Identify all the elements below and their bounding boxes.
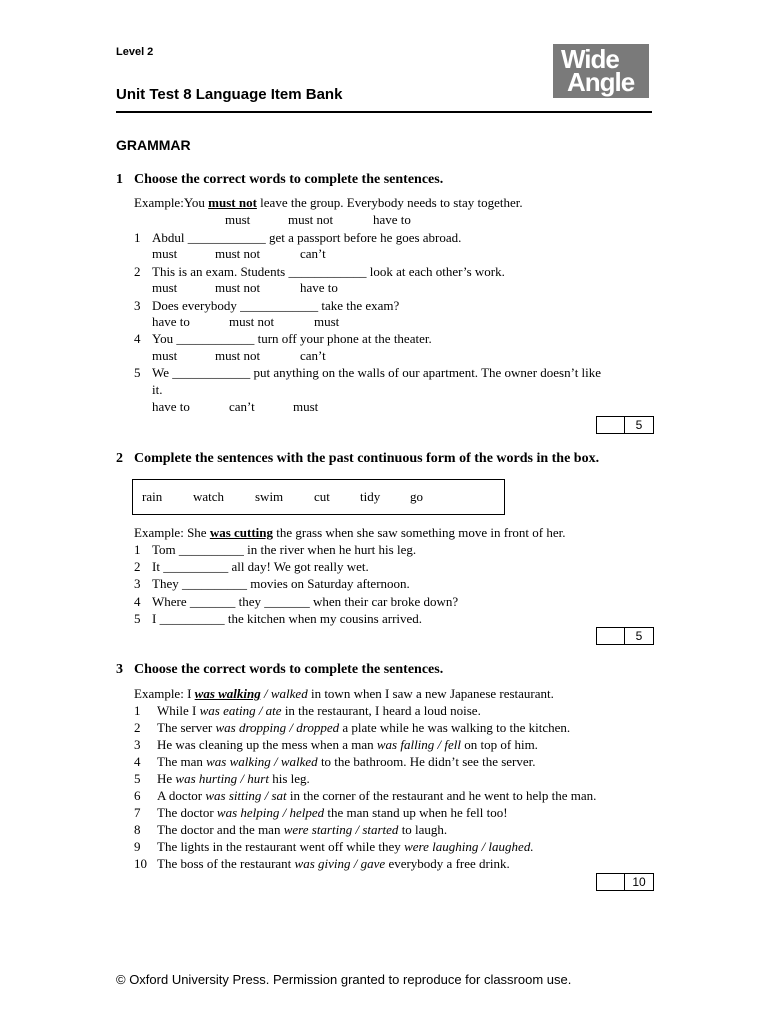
- item-text: A doctor was sitting / sat in the corner of the restaurant and he went to help the man.: [157, 788, 597, 803]
- example-option: must: [225, 212, 251, 227]
- score-total: 10: [632, 875, 646, 889]
- item-option: can’t: [300, 246, 326, 261]
- item-option: must: [293, 399, 319, 414]
- choice-pair: was walking / walked: [206, 754, 318, 769]
- word-box-item: cut: [314, 489, 330, 504]
- example-option: must not: [288, 212, 334, 227]
- score-box: [596, 416, 654, 434]
- score-box: [596, 627, 654, 645]
- item-option: have to: [300, 280, 338, 295]
- section-heading: GRAMMAR: [116, 137, 191, 153]
- item-text-continued: it.: [152, 382, 163, 397]
- item-text: This is an exam. Students ____________ look at each other’s work.: [152, 264, 505, 279]
- item-number: 3: [134, 576, 141, 591]
- item-text: He was cleaning up the mess when a man was falling / fell on top of him.: [157, 737, 538, 752]
- item-number: 8: [134, 822, 141, 837]
- item-option: can’t: [229, 399, 255, 414]
- item-text: It __________ all day! We got really wet.: [152, 559, 369, 574]
- exercise-instruction: Choose the correct words to complete the sentences.: [134, 172, 444, 187]
- item-text: The server was dropping / dropped a plate while he was walking to the kitchen.: [157, 720, 571, 735]
- item-text: The doctor and the man were starting / started to laugh.: [157, 822, 448, 837]
- item-number: 7: [134, 805, 141, 820]
- item-number: 6: [134, 788, 141, 803]
- example-sentence: [134, 195, 523, 211]
- score-total: 5: [635, 629, 643, 643]
- wide-angle-logo: [553, 44, 649, 98]
- item-text: I __________ the kitchen when my cousins arrived.: [152, 611, 423, 626]
- item-option: can’t: [300, 348, 326, 363]
- choice-pair: was eating / ate: [199, 703, 282, 718]
- item-number: 5: [134, 611, 141, 626]
- item-number: 5: [134, 771, 141, 786]
- item-number: 4: [134, 594, 141, 609]
- example-sentence: [134, 686, 554, 702]
- example-prefix: Example: She: [134, 525, 210, 540]
- example-sentence: [134, 525, 565, 541]
- choice-pair: was giving / gave: [294, 856, 386, 871]
- item-text: The doctor was helping / helped the man stand up when he fell too!: [157, 805, 508, 820]
- item-number: 1: [134, 703, 141, 718]
- example-alternative: / walked: [260, 686, 308, 701]
- choice-pair: was sitting / sat: [205, 788, 287, 803]
- item-option: have to: [152, 399, 190, 414]
- score-box: [596, 873, 654, 891]
- example-suffix: the grass when she saw something move in front of her.: [273, 525, 566, 540]
- item-option: must: [314, 314, 340, 329]
- item-number: 5: [134, 365, 141, 380]
- example-answer: was walking: [194, 686, 261, 701]
- item-option: have to: [152, 314, 190, 329]
- exercise-1-header: [0, 172, 768, 190]
- exercise-number: 2: [116, 451, 123, 466]
- choice-pair: was dropping / dropped: [215, 720, 340, 735]
- copyright-footer: © Oxford University Press. Permission granted to reproduce for classroom use.: [116, 972, 572, 987]
- item-number: 3: [134, 737, 141, 752]
- level-label: Level 2: [116, 46, 154, 58]
- word-box-item: go: [410, 489, 423, 504]
- word-box: [132, 479, 505, 515]
- item-number: 10: [134, 856, 147, 871]
- item-text: Abdul ____________ get a passport before he goes abroad.: [152, 230, 462, 245]
- example-prefix: Example: I: [134, 686, 195, 701]
- item-text: Does everybody ____________ take the exam?: [152, 298, 400, 313]
- choice-pair: was helping / helped: [216, 805, 325, 820]
- item-option: must: [152, 348, 178, 363]
- word-box-item: swim: [255, 489, 284, 504]
- item-number: 1: [134, 230, 141, 245]
- choice-pair: were starting / started: [283, 822, 399, 837]
- item-text: While I was eating / ate in the restaurant, I heard a loud noise.: [157, 703, 481, 718]
- item-option: must not: [215, 246, 261, 261]
- choice-pair: were laughing / laughed.: [404, 839, 534, 854]
- header-divider: [116, 111, 652, 113]
- example-prefix: Example:You: [134, 195, 209, 210]
- exercise-instruction: Complete the sentences with the past continuous form of the words in the box.: [134, 451, 600, 466]
- item-option: must: [152, 246, 178, 261]
- exercise-number: 3: [116, 662, 123, 677]
- item-number: 2: [134, 559, 141, 574]
- item-number: 9: [134, 839, 141, 854]
- item-number: 3: [134, 298, 141, 313]
- item-text: You ____________ turn off your phone at the theater.: [152, 331, 432, 346]
- item-number: 2: [134, 720, 141, 735]
- score-total: 5: [635, 418, 643, 432]
- item-number: 4: [134, 754, 141, 769]
- word-box-item: rain: [142, 489, 163, 504]
- item-number: 2: [134, 264, 141, 279]
- logo-text-angle: Angle: [567, 67, 635, 97]
- example-suffix: leave the group. Everybody needs to stay together.: [256, 195, 523, 210]
- exercise-number: 1: [116, 172, 123, 187]
- item-text: The man was walking / walked to the bathroom. He didn’t see the server.: [157, 754, 536, 769]
- item-number: 1: [134, 542, 141, 557]
- exercise-3-header: [0, 662, 768, 680]
- choice-pair: was falling / fell: [376, 737, 462, 752]
- item-text: The boss of the restaurant was giving / gave everybody a free drink.: [157, 856, 510, 871]
- item-text: Where _______ they _______ when their car broke down?: [152, 594, 459, 609]
- item-text: Tom __________ in the river when he hurt his leg.: [152, 542, 417, 557]
- choice-pair: was hurting / hurt: [175, 771, 269, 786]
- item-option: must not: [215, 280, 261, 295]
- exercise-instruction: Choose the correct words to complete the sentences.: [134, 662, 444, 677]
- item-number: 4: [134, 331, 141, 346]
- unit-title: Unit Test 8 Language Item Bank: [116, 86, 343, 103]
- item-text: We ____________ put anything on the walls of our apartment. The owner doesn’t like: [152, 365, 602, 380]
- item-option: must: [152, 280, 178, 295]
- item-text: The lights in the restaurant went off while they were laughing / laughed.: [157, 839, 534, 854]
- item-option: must not: [215, 348, 261, 363]
- logo-text-wide: Wide: [561, 44, 619, 74]
- example-option: have to: [373, 212, 411, 227]
- example-answer: was cutting: [209, 525, 274, 540]
- example-suffix: in town when I saw a new Japanese restaurant.: [307, 686, 554, 701]
- item-option: must not: [229, 314, 275, 329]
- item-text: They __________ movies on Saturday afternoon.: [152, 576, 410, 591]
- word-box-item: watch: [193, 489, 225, 504]
- word-box-item: tidy: [360, 489, 381, 504]
- item-text: He was hurting / hurt his leg.: [157, 771, 310, 786]
- example-answer: must not: [208, 195, 257, 210]
- exercise-2-header: [0, 451, 768, 469]
